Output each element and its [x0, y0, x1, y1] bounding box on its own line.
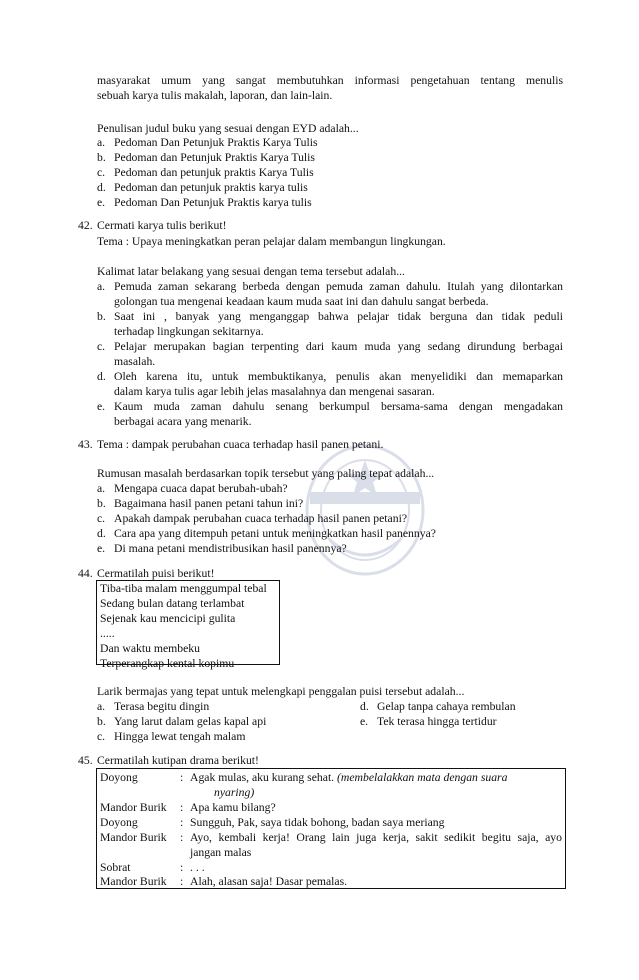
q43-theme: Tema : dampak perubahan cuaca terhadap hasil panen petani.: [97, 438, 384, 451]
option-d[interactable]: d. Cara apa yang ditempuh petani untuk meningkatkan hasil panennya?: [97, 527, 436, 540]
q42-options: [97, 279, 563, 429]
stage-direction: (membelalakkan mata dengan suara: [337, 771, 508, 784]
speaker: Mandor Burik: [100, 831, 167, 844]
poem-line: Sejenak kau mencicipi gulita: [100, 612, 236, 625]
q42-question: Kalimat latar belakang yang sesuai dengan tema tersebut adalah...: [97, 265, 405, 278]
q41-question: Penulisan judul buku yang sesuai dengan EYD adalah...: [97, 122, 359, 135]
option-e[interactable]: e. Di mana petani mendistribusikan hasil panennya?: [97, 542, 347, 555]
option-b[interactable]: b. Saat ini , banyak yang menganggap bahwa pelajar tidak berguna dan tidak peduli terhadap lingkungan sekitarnya.: [97, 310, 563, 338]
poem-line: Dan waktu membeku: [100, 642, 200, 655]
q44-options-row-1: [97, 699, 567, 714]
poem-line: Tiba-tiba malam menggumpal tebal: [100, 582, 267, 595]
speaker: Doyong: [100, 771, 138, 784]
intro-line: sebuah karya tulis makalah, laporan, dan lain-lain.: [97, 89, 333, 102]
speaker: Mandor Burik: [100, 801, 167, 814]
option-a[interactable]: a. Pedoman Dan Petunjuk Praktis Karya Tulis: [97, 136, 318, 149]
option-c[interactable]: c. Apakah dampak perubahan cuaca terhadap hasil panen petani?: [97, 512, 408, 525]
option-e[interactable]: e. Kaum muda zaman dahulu senang berkumpul bersama-sama dengan mengadakan berbagai acara yang menarik.: [97, 400, 563, 428]
option-c[interactable]: c. Hingga lewat tengah malam: [97, 730, 246, 743]
option-a[interactable]: a. Pemuda zaman sekarang berbeda dengan pemuda zaman dahulu. Itulah yang dilontarkan golongan tua mengenai keadaan kaum muda saat ini dan dahulu sangat berbeda.: [97, 280, 563, 308]
q42-title: Cermati karya tulis berikut!: [97, 219, 227, 232]
question-number: 43.: [78, 438, 93, 451]
option-a[interactable]: a. Mengapa cuaca dapat berubah-ubah?: [97, 482, 288, 495]
intro-line: masyarakat umum yang sangat membutuhkan informasi pengetahuan tentang menulis: [97, 74, 563, 87]
q42-theme: Tema : Upaya meningkatkan peran pelajar dalam membangun lingkungan.: [97, 235, 446, 248]
speaker: Doyong: [100, 816, 138, 829]
poem-line: Sedang bulan datang terlambat: [100, 597, 245, 610]
option-b[interactable]: b. Yang larut dalam gelas kapal api: [97, 715, 267, 728]
option-b[interactable]: b. Bagaimana hasil panen petani tahun ini?: [97, 497, 304, 510]
option-d[interactable]: d. Gelap tanpa cahaya rembulan: [360, 700, 516, 713]
q41-options: [97, 135, 563, 210]
stage-direction: nyaring): [214, 786, 255, 799]
poem-line: Terperangkap kental kopimu: [100, 657, 235, 670]
option-d[interactable]: d. Pedoman dan petunjuk praktis karya tulis: [97, 181, 308, 194]
option-d[interactable]: d. Oleh karena itu, untuk membuktikanya, penulis akan menyelidiki dan memaparkan dalam karya tulis agar lebih jelas masalahnya dan mengenai sasaran.: [97, 370, 563, 398]
q45-title: Cermatilah kutipan drama berikut!: [97, 754, 259, 767]
q44-title: Cermatilah puisi berikut!: [97, 567, 215, 580]
q44-options-row-2: [97, 714, 567, 729]
poem-box: [96, 580, 280, 670]
question-number: 45.: [78, 754, 93, 767]
option-c[interactable]: c. Pedoman dan petunjuk praktis Karya Tulis: [97, 166, 314, 179]
drama-box: Doyong : Agak mulas, aku kurang sehat. (membelalakkan mata dengan suara nyaring) Mandor Burik : Apa kamu bilang? Doyong : Sungguh, Pak, saya tidak bohong, badan saya meriang Mandor Burik : Ayo, kembali kerja! Orang lain juga kerja, sakit sedikit begitu saja, ayo jangan malas Sobrat : . . . Mandor Burik : Alah, alasan saja! Dasar pemalas.: [96, 768, 566, 889]
poem-line: .....: [100, 627, 115, 640]
q44-options-row-3: [97, 729, 567, 744]
intro-paragraph: [97, 73, 563, 103]
option-e[interactable]: e. Pedoman Dan Petunjuk Praktis karya tulis: [97, 196, 312, 209]
q43-options: [97, 481, 563, 556]
question-number: 42.: [78, 219, 93, 232]
speaker: Sobrat: [100, 861, 131, 874]
option-a[interactable]: a. Terasa begitu dingin: [97, 700, 210, 713]
speaker: Mandor Burik: [100, 875, 167, 888]
option-e[interactable]: e. Tek terasa hingga tertidur: [360, 715, 497, 728]
option-b[interactable]: b. Pedoman dan Petunjuk Praktis Karya Tulis: [97, 151, 315, 164]
q43-question: Rumusan masalah berdasarkan topik tersebut yang paling tepat adalah...: [97, 467, 435, 480]
option-c[interactable]: c. Pelajar merupakan bagian terpenting dari kaum muda yang sedang dirundung berbagai masalah.: [97, 340, 563, 368]
question-number: 44.: [78, 567, 93, 580]
q44-question: Larik bermajas yang tepat untuk melengkapi penggalan puisi tersebut adalah...: [97, 685, 465, 698]
